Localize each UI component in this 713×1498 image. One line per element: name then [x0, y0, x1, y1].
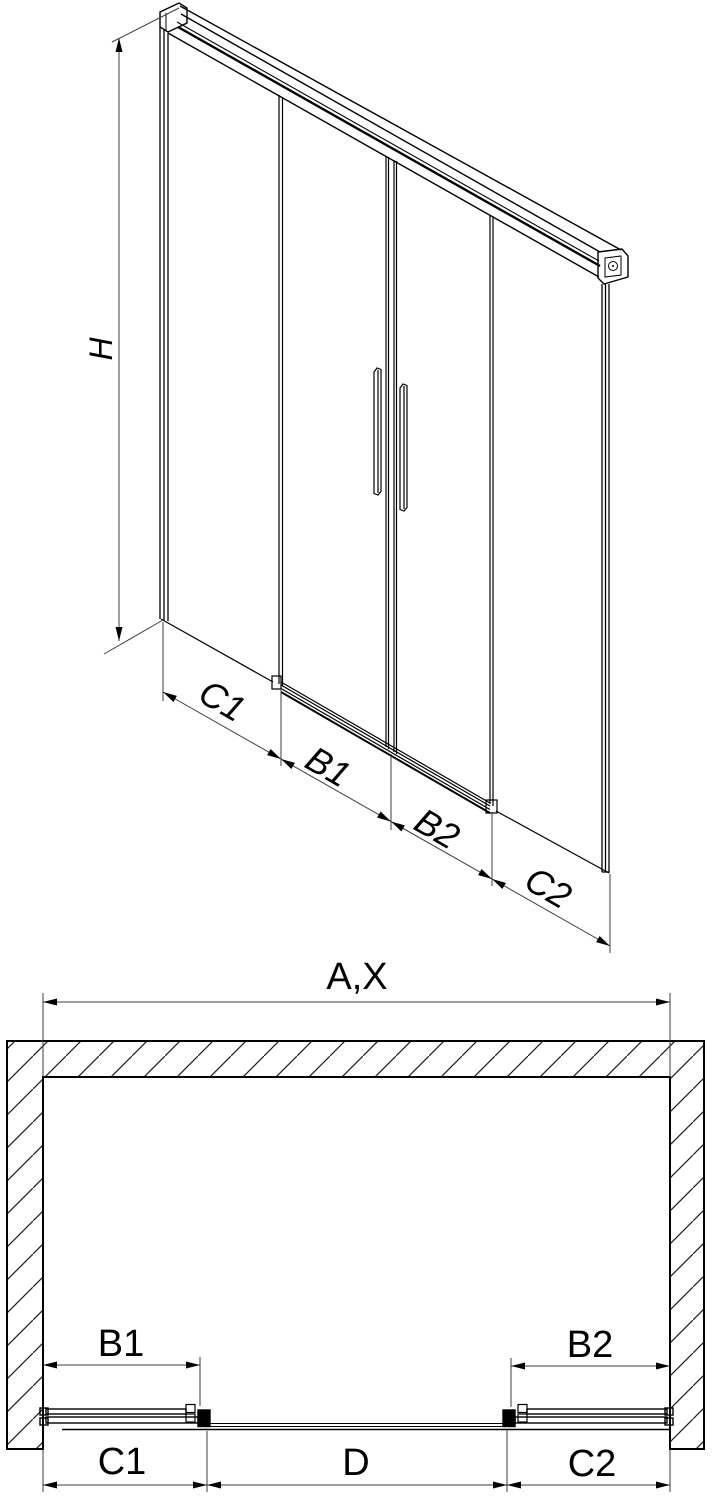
left-wall-profile — [160, 27, 168, 621]
iso-b1-label: B1 — [298, 737, 358, 796]
bottom-track — [272, 676, 497, 813]
rail-right-cap — [598, 249, 628, 284]
glass-panel-edges — [161, 95, 609, 873]
plan-b2-label: B2 — [566, 1324, 614, 1366]
plan-left-track — [40, 1405, 210, 1427]
plan-view — [7, 956, 704, 1492]
plan-d-label: D — [342, 1442, 370, 1484]
plan-width-label: A,X — [326, 956, 388, 998]
plan-b1-label: B1 — [97, 1323, 145, 1365]
right-door-handle — [400, 384, 407, 511]
iso-c1-label: C1 — [192, 671, 253, 730]
iso-b2-label: B2 — [407, 799, 467, 858]
iso-height-label: H — [83, 337, 119, 361]
plan-right-track — [503, 1405, 673, 1427]
iso-c2-label: C2 — [518, 858, 579, 917]
isometric-view — [83, 3, 628, 953]
plan-guide-lines — [62, 1424, 670, 1430]
wall-hatched — [7, 1041, 704, 1449]
left-door-handle — [374, 368, 381, 495]
plan-c1-label: C1 — [97, 1441, 147, 1483]
plan-c2-label: C2 — [567, 1443, 617, 1485]
right-wall-profile — [602, 284, 609, 873]
